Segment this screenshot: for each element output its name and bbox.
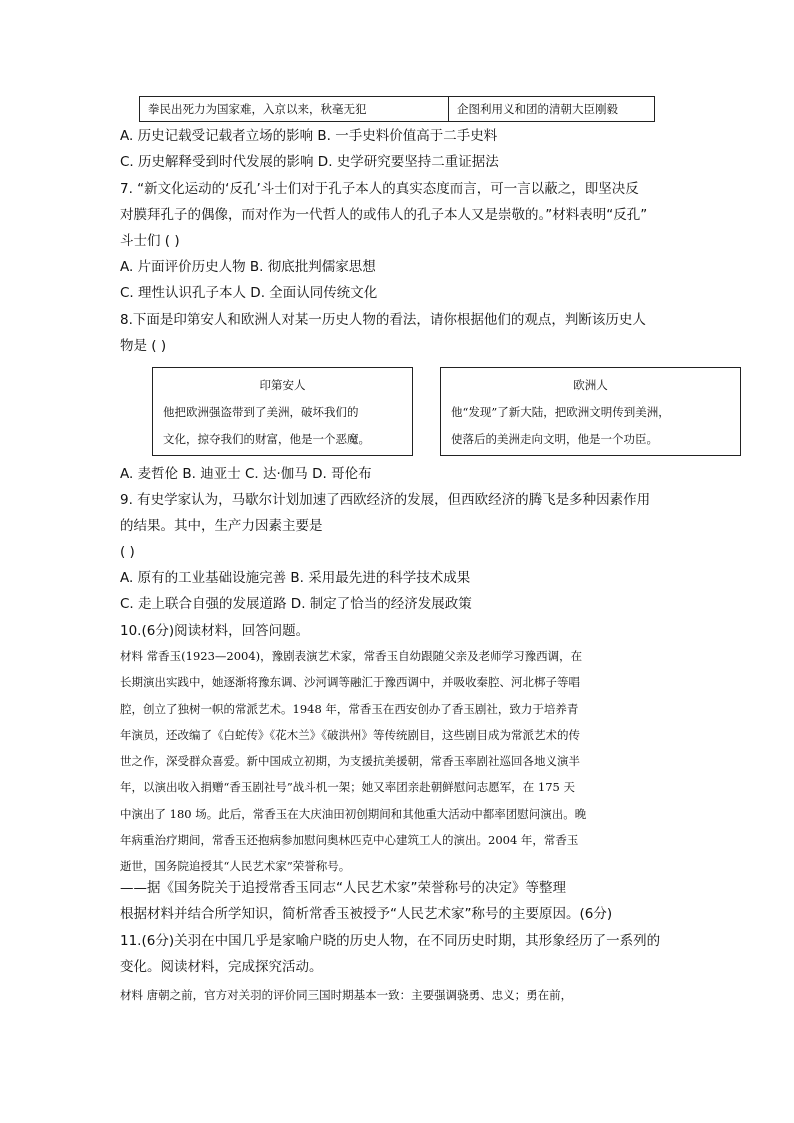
material-line: 腔，创立了独树一帜的常派艺术。1948 年，常香玉在西安创办了香玉剧社，致力于培养青 [120, 701, 579, 716]
material-line: 年病重治疗期间，常香玉还抱病参加慰问奥林匹克中心建筑工人的演出。2004 年，常香玉 [120, 833, 579, 848]
source-table [139, 96, 655, 122]
material-line: 世之作，深受群众喜爱。新中国成立初期，为支援抗美援朝，常香玉率剧社巡回各地义演半 [120, 754, 580, 769]
material-line: 逝世，国务院追授其“人民艺术家”荣誉称号。 [120, 859, 351, 874]
table-cell-right: 企图利用义和团的清朝大臣刚毅 [457, 102, 618, 116]
box-title: 欧洲人 [573, 378, 608, 392]
q10-question: 根据材料并结合所学知识，简析常香玉被授予“人民艺术家”称号的主要原因。(6分) [120, 906, 613, 922]
q8-stem-line-2: 物是 ( ) [120, 338, 167, 354]
material-line: 长期演出实践中，她逐渐将豫东调、沙河调等融汇于豫西调中，并吸收秦腔、河北梆子等唱 [120, 675, 580, 690]
box-text-line: 文化，掠夺我们的财富，他是一个恶魔。 [163, 432, 370, 446]
material-line: 年，以演出收入捐赠“香玉剧社号”战斗机一架；她又率团亲赴朝鲜慰问志愿军，在 175 天 [120, 780, 576, 795]
q9-option-cd: C. 走上联合自强的发展道路 D. 制定了恰当的经济发展政策 [120, 596, 472, 612]
q7-stem-line-1: 7. “新文化运动的‘反孔’斗士们对于孔子本人的真实态度而言，可一言以蔽之，即坚决反 [120, 181, 639, 197]
q9-option-ab: A. 原有的工业基础设施完善 B. 采用最先进的科学技术成果 [120, 570, 471, 586]
q10-material [120, 643, 676, 880]
indian-view-box [152, 367, 413, 456]
q11-stem-line-2: 变化。阅读材料，完成探究活动。 [120, 959, 323, 975]
q11-stem-line-1: 11.(6分)关羽在中国几乎是家喻户晓的历史人物，在不同历史时期，其形象经历了一系列的 [120, 933, 661, 949]
box-title: 印第安人 [259, 378, 306, 392]
q10-header: 10.(6分)阅读材料，回答问题。 [120, 623, 310, 639]
q9-answer-bracket: ( ) [120, 544, 135, 560]
q7-option-cd: C. 理性认识孔子本人 D. 全面认同传统文化 [120, 285, 378, 301]
q7-option-ab: A. 片面评价历史人物 B. 彻底批判儒家思想 [120, 259, 376, 275]
q9-stem-line-2: 的结果。其中，生产力因素主要是 [120, 518, 323, 534]
q10-source: ——据《国务院关于追授常香玉同志“人民艺术家”荣誉称号的决定》等整理 [120, 880, 566, 896]
material-line: 中演出了 180 场。此后，常香玉在大庆油田初创期间和其他重大活动中都率团慰问演出。晚 [120, 806, 587, 821]
box-text-line: 他“发现”了新大陆，把欧洲文明传到美洲， [451, 405, 670, 419]
q7-stem-line-3: 斗士们 ( ) [120, 233, 180, 249]
box-text-line: 使落后的美洲走向文明，他是一个功臣。 [451, 432, 658, 446]
material-line: 材料 常香玉(1923—2004)，豫剧表演艺术家，常香玉自幼跟随父亲及老师学习豫西调，在 [120, 649, 583, 663]
q6-option-cd: C. 历史解释受到时代发展的影响 D. 史学研究要坚持二重证据法 [120, 154, 499, 170]
q8-options: A. 麦哲伦 B. 迪亚士 C. 达·伽马 D. 哥伦布 [120, 466, 372, 482]
q6-option-ab: A. 历史记载受记载者立场的影响 B. 一手史料价值高于二手史料 [120, 128, 498, 144]
box-text-line: 他把欧洲强盗带到了美洲，破坏我们的 [163, 405, 359, 419]
q9-stem-line-1: 9. 有史学家认为，马歇尔计划加速了西欧经济的发展，但西欧经济的腾飞是多种因素作用 [120, 492, 651, 508]
q8-stem-line-1: 8.下面是印第安人和欧洲人对某一历史人物的看法，请你根据他们的观点，判断该历史人 [120, 312, 646, 328]
q11-material: 材料 唐朝之前，官方对关羽的评价同三国时期基本一致：主要强调骁勇、忠义；勇在前， [120, 988, 573, 1002]
q7-stem-line-2: 对膜拜孔子的偶像，而对作为一代哲人的或伟人的孔子本人又是崇敬的。”材料表明“反孔” [120, 207, 648, 223]
material-line: 年演员，还改编了《白蛇传》《花木兰》《破洪州》等传统剧目，这些剧目成为常派艺术的传 [120, 727, 580, 742]
table-cell-left: 拳民出死力为国家难，入京以来，秋毫无犯 [140, 97, 449, 121]
european-view-box [440, 367, 741, 456]
